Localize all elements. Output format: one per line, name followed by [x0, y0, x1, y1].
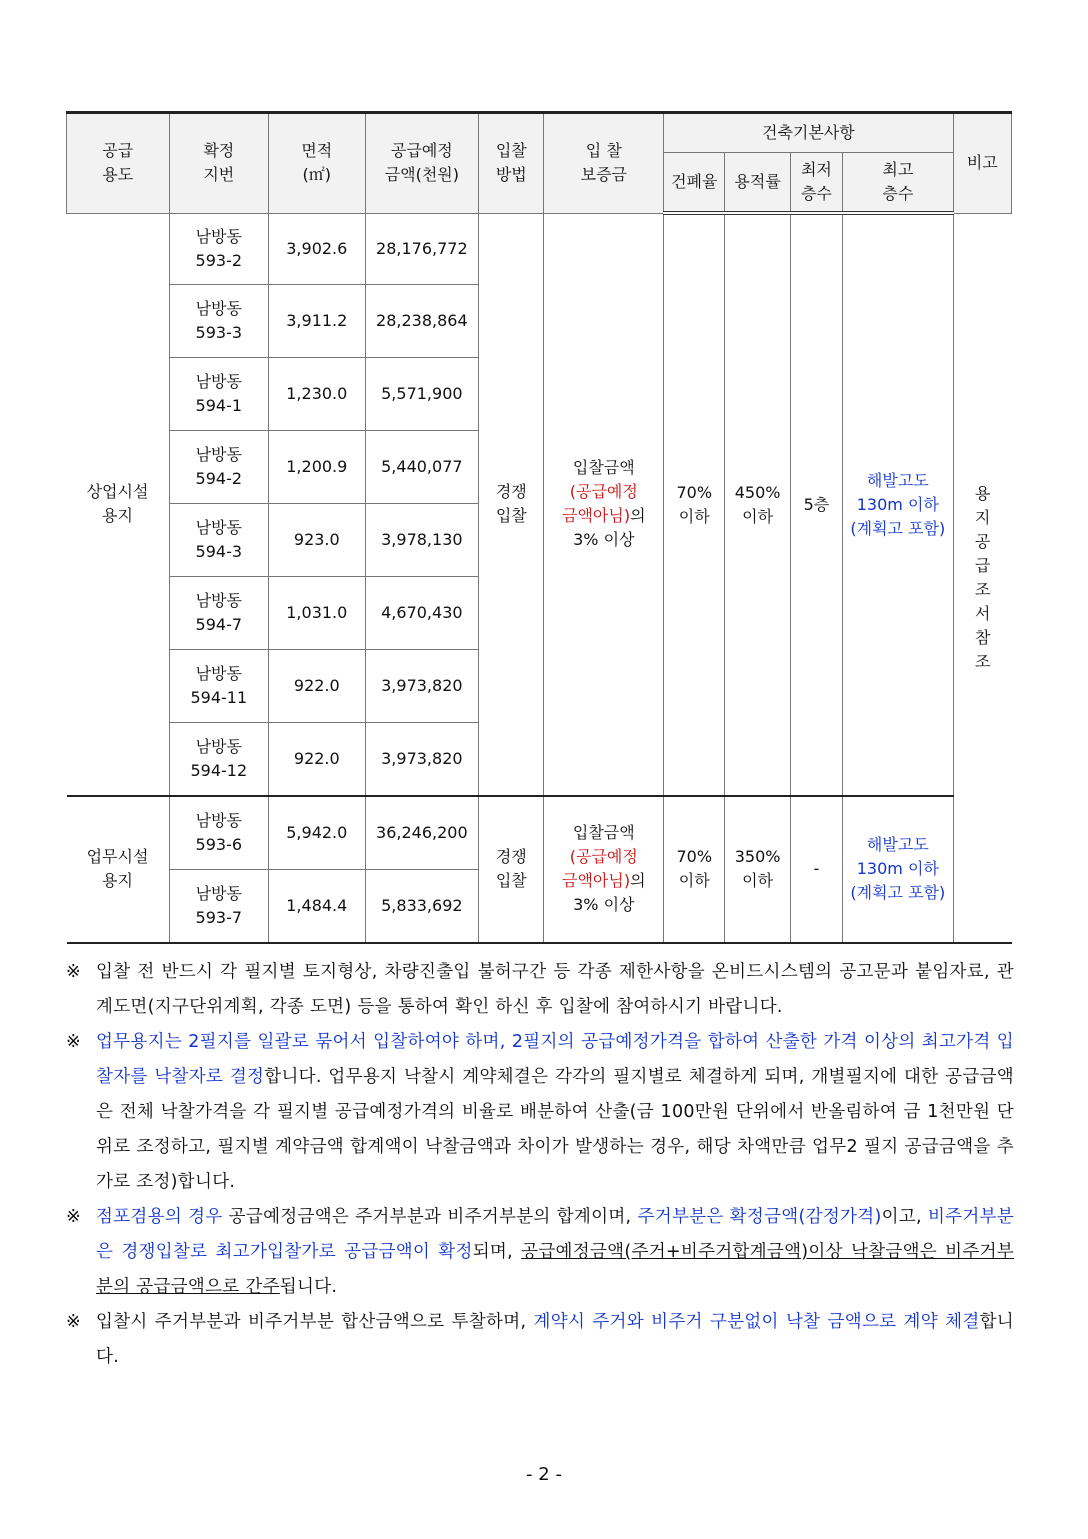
note-mark: ※	[66, 1207, 81, 1227]
note-3-part-b: 공급예정금액은 주거부분과 비주거부분의 합계이며,	[222, 1207, 638, 1227]
header-remark: 비고	[953, 113, 1011, 214]
price-cell: 3,973,820	[365, 649, 479, 722]
note-3-part-c: 주거부분은 확정금액(감정가격)	[637, 1207, 882, 1227]
table-row	[67, 213, 1012, 284]
header-method: 입찰 방법	[479, 113, 544, 214]
lot-cell: 남방동 593-7	[169, 869, 269, 943]
max-floor-line-1: 해발고도	[866, 835, 929, 854]
group-coverage: 70% 이하	[664, 213, 725, 796]
remark-text: 용지 공급 조서 참조	[974, 483, 991, 671]
price-cell: 5,833,692	[365, 869, 479, 943]
price-cell: 5,440,077	[365, 430, 479, 503]
header-max-floor: 최고 층수	[843, 153, 954, 214]
group-min-floor: 5층	[790, 213, 842, 796]
deposit-line-2: (공급예정	[569, 847, 638, 866]
deposit-line-1: 입찰금액	[572, 458, 635, 477]
note-1	[66, 955, 1014, 1025]
area-cell: 922.0	[269, 649, 366, 722]
area-cell: 922.0	[269, 722, 366, 796]
remark-cell	[953, 213, 1011, 943]
group-method: 경쟁 입찰	[479, 213, 544, 796]
note-1-text: 입찰 전 반드시 각 필지별 토지형상, 차량진출입 불허구간 등 각종 제한사항을 온비드시스템의 공고문과 붙임자료, 관계도면(지구단위계획, 각종 도면) 등을 통하여 확인 하신 후 입찰에 참여하시기 바랍니다.	[96, 962, 1014, 1017]
area-cell: 1,200.9	[269, 430, 366, 503]
price-cell: 4,670,430	[365, 576, 479, 649]
group-method: 경쟁 입찰	[479, 796, 544, 943]
area-cell: 1,484.4	[269, 869, 366, 943]
price-cell: 36,246,200	[365, 796, 479, 870]
lot-cell: 남방동 594-3	[169, 503, 269, 576]
notes-section	[66, 955, 1014, 1375]
header-min-floor: 최저 층수	[790, 153, 842, 214]
lot-cell: 남방동 594-12	[169, 722, 269, 796]
deposit-line-3: 금액아님)	[562, 506, 631, 525]
group-max-floor	[843, 796, 954, 943]
lot-cell: 남방동 593-6	[169, 796, 269, 870]
deposit-line-3-suffix: 의	[630, 871, 646, 890]
note-3-part-h: 됩니다.	[279, 1277, 338, 1297]
area-cell: 3,911.2	[269, 284, 366, 357]
land-supply-table	[66, 111, 1012, 944]
note-4-part-b: 계약시 주거와 비주거 구분없이 낙찰 금액으로 계약 체결	[533, 1312, 980, 1332]
table-row	[67, 796, 1012, 870]
group-deposit	[544, 796, 664, 943]
note-3-part-f: 되며,	[472, 1242, 522, 1262]
group-use: 상업시설 용지	[67, 213, 170, 796]
max-floor-line-3: (계획고 포함)	[850, 883, 946, 902]
lot-cell: 남방동 594-11	[169, 649, 269, 722]
area-cell: 5,942.0	[269, 796, 366, 870]
max-floor-line-1: 해발고도	[866, 470, 929, 490]
header-coverage: 건폐율	[664, 153, 725, 214]
note-4-part-c: 합니다.	[96, 1312, 1014, 1367]
max-floor-line-2: 130m 이하	[856, 494, 939, 514]
header-deposit: 입 찰 보증금	[544, 113, 664, 214]
lot-cell: 남방동 593-3	[169, 284, 269, 357]
lot-cell: 남방동 594-1	[169, 357, 269, 430]
table-header-row-1	[67, 113, 1012, 153]
note-3-part-d: 이고,	[881, 1207, 928, 1227]
note-3	[66, 1200, 1014, 1305]
group-far: 350% 이하	[725, 796, 790, 943]
note-mark: ※	[66, 1312, 81, 1332]
note-mark: ※	[66, 1032, 81, 1052]
header-area: 면적 (㎡)	[269, 113, 366, 214]
note-mark: ※	[66, 962, 81, 982]
group-coverage: 70% 이하	[664, 796, 725, 943]
area-cell: 923.0	[269, 503, 366, 576]
price-cell: 3,973,820	[365, 722, 479, 796]
group-min-floor: -	[790, 796, 842, 943]
price-cell: 28,176,772	[365, 213, 479, 284]
area-cell: 1,230.0	[269, 357, 366, 430]
lot-cell: 남방동 594-2	[169, 430, 269, 503]
note-4-part-a: 입찰시 주거부분과 비주거부분 합산금액으로 투찰하며,	[96, 1312, 534, 1332]
price-cell: 3,978,130	[365, 503, 479, 576]
header-price: 공급예정 금액(천원)	[365, 113, 479, 214]
group-max-floor	[843, 213, 954, 796]
note-3-part-e: 비주거부분은 경쟁입찰로 최고가입찰가로 공급금액이 확정	[96, 1207, 1014, 1262]
deposit-line-3-suffix: 의	[630, 506, 646, 525]
note-2	[66, 1025, 1014, 1200]
lot-cell: 남방동 594-7	[169, 576, 269, 649]
price-cell: 5,571,900	[365, 357, 479, 430]
group-far: 450% 이하	[725, 213, 790, 796]
header-far: 용적률	[725, 153, 790, 214]
max-floor-line-3: (계획고 포함)	[850, 518, 946, 538]
max-floor-line-2: 130m 이하	[856, 859, 939, 878]
area-cell: 1,031.0	[269, 576, 366, 649]
lot-cell: 남방동 593-2	[169, 213, 269, 284]
note-3-part-a: 점포겸용의 경우	[96, 1207, 223, 1227]
deposit-line-1: 입찰금액	[572, 823, 635, 842]
note-2-text: 합니다. 업무용지 낙찰시 계약체결은 각각의 필지별로 체결하게 되며, 개별필지에 대한 공급금액은 전체 낙찰가격을 각 필지별 공급예정가격의 비율로 배분하여 산출(금 100만원 단위에서 반올림하여 금 1천만원 단위로 조정하고, 필지별 계약금액 합계액이 낙찰금액과 차이가 발생하는 경우, 해당 차액만큼 업무2 필지 공급금액을 추가로 조정)합니다.	[96, 1067, 1014, 1192]
deposit-line-3: 금액아님)	[562, 871, 631, 890]
price-cell: 28,238,864	[365, 284, 479, 357]
header-lot: 확정 지번	[169, 113, 269, 214]
note-3-part-g: 공급예정금액(주거+비주거합계금액)이상 낙찰금액은 비주거부분의 공급금액으로 간주	[96, 1242, 1014, 1297]
page-number: - 2 -	[526, 1464, 562, 1485]
deposit-line-4: 3% 이상	[573, 530, 635, 549]
group-deposit	[544, 213, 664, 796]
note-2-highlight: 업무용지는 2필지를 일괄로 묶어서 입찰하여야 하며, 2필지의 공급예정가격을 합하여 산출한 가격 이상의 최고가격 입찰자를 낙찰자로 결정	[96, 1032, 1014, 1087]
deposit-line-2: (공급예정	[569, 482, 638, 501]
note-4	[66, 1305, 1014, 1375]
header-building: 건축기본사항	[664, 113, 954, 153]
deposit-line-4: 3% 이상	[573, 895, 635, 914]
area-cell: 3,902.6	[269, 213, 366, 284]
header-use: 공급 용도	[67, 113, 170, 214]
group-use: 업무시설 용지	[67, 796, 170, 943]
